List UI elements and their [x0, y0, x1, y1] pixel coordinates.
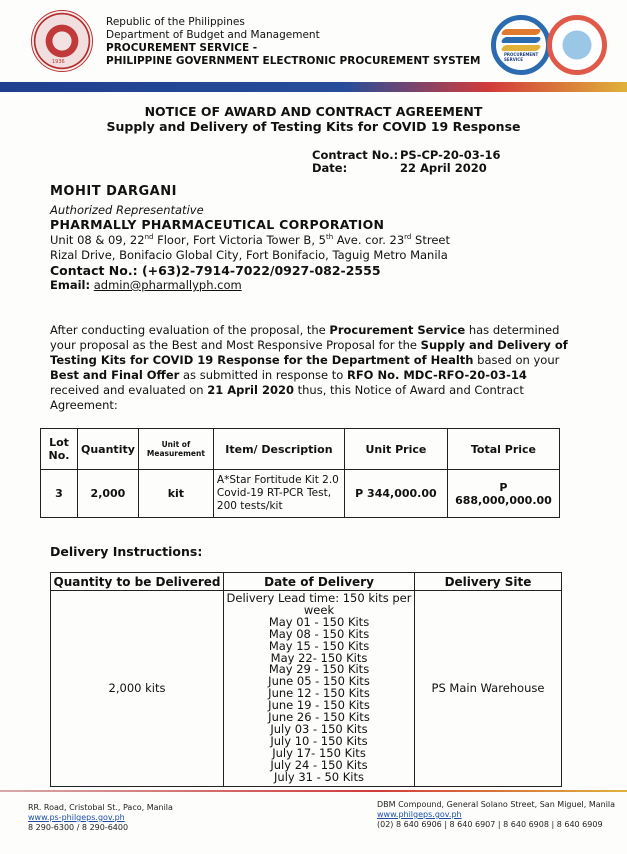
cell-item-description: A*Star Fortitude Kit 2.0 Covid-19 RT-PCR Test, 200 tests/kit — [213, 470, 344, 518]
cell-delivery-site: PS Main Warehouse — [415, 591, 562, 787]
footer-right-website-link[interactable]: www.philgeps.gov.ph — [377, 810, 462, 819]
header-total-price: Total Price — [447, 429, 559, 470]
header-republic: Republic of the Philippines — [106, 16, 245, 28]
schedule-line: July 31 - 50 Kits — [274, 769, 364, 784]
header-date-of-delivery: Date of Delivery — [224, 573, 415, 591]
cell-unit-price: P 344,000.00 — [344, 470, 447, 518]
addressee-title: Authorized Representative — [50, 203, 204, 217]
delivery-table-header-row — [51, 573, 562, 591]
award-table-header-row — [41, 429, 560, 470]
header-unit-of-measurement: Unit of Measurement — [138, 429, 213, 470]
addressee-company: PHARMALLY PHARMACEUTICAL CORPORATION — [50, 217, 385, 232]
philgeps-logo — [547, 15, 607, 75]
cell-delivery-quantity: 2,000 kits — [51, 591, 224, 787]
procurement-service-logo — [491, 15, 551, 75]
addressee-email-link[interactable]: admin@pharmallyph.com — [93, 278, 242, 292]
cell-delivery-schedule — [224, 591, 415, 787]
header-unit-price: Unit Price — [344, 429, 447, 470]
footer-left-phone: 8 290-6300 / 8 290-6400 — [28, 823, 129, 832]
schedule-line: June 19 - 150 Kits — [268, 698, 370, 713]
schedule-line: May 29 - 150 Kits — [268, 662, 370, 677]
notice-title: NOTICE OF AWARD AND CONTRACT AGREEMENT — [144, 104, 483, 119]
contract-date-value: 22 April 2020 — [400, 161, 487, 175]
addressee-address-line1: Unit 08 & 09, 22nd Floor, Fort Victoria Tower B, 5th Ave. cor. 23rd Street — [50, 233, 450, 247]
header-color-band — [0, 82, 627, 92]
contract-no-value: PS-CP-20-03-16 — [400, 148, 501, 162]
schedule-line: Delivery Lead time: 150 kits per week — [226, 591, 412, 617]
schedule-line: May 08 - 150 Kits — [268, 626, 370, 641]
header-quantity: Quantity — [78, 429, 139, 470]
award-table — [40, 428, 560, 518]
addressee-contact: Contact No.: (+63)2-7914-7022/0927-082-2555 — [50, 263, 381, 278]
table-row — [51, 591, 562, 787]
cell-unit: kit — [138, 470, 213, 518]
contract-date-label: Date: — [312, 161, 348, 175]
footer-left-website-link[interactable]: www.ps-philgeps.gov.ph — [28, 813, 125, 822]
footer-right-address: DBM Compound, General Solano Street, San Miguel, Manila — [377, 800, 616, 809]
schedule-line: May 22- 150 Kits — [270, 650, 368, 665]
schedule-line: June 26 - 150 Kits — [268, 710, 370, 725]
footer-right — [377, 800, 615, 830]
schedule-line: June 05 - 150 Kits — [268, 674, 370, 689]
addressee-email-line: Email: admin@pharmallyph.com — [50, 278, 242, 292]
schedule-line: July 24 - 150 Kits — [270, 757, 368, 772]
delivery-table — [50, 572, 562, 787]
addressee-address-line2: Rizal Drive, Bonifacio Global City, Fort Bonifacio, Taguig Metro Manila — [50, 248, 448, 262]
footer-left-address: RR. Road, Cristobal St., Paco, Manila — [28, 803, 173, 812]
header-philgeps: PHILIPPINE GOVERNMENT ELECTRONIC PROCUREMENT SYSTEM — [106, 55, 481, 67]
schedule-line: May 01 - 150 Kits — [268, 614, 370, 629]
header-delivery-site: Delivery Site — [415, 573, 562, 591]
cell-lot-no: 3 — [41, 470, 78, 518]
schedule-line: May 15 - 150 Kits — [268, 638, 370, 653]
header-item-description: Item/ Description — [213, 429, 344, 470]
contract-no-label: Contract No.: — [312, 148, 399, 162]
schedule-line: July 03 - 150 Kits — [270, 721, 368, 736]
schedule-line: July 17- 150 Kits — [272, 745, 366, 760]
header-department: Department of Budget and Management — [106, 29, 320, 41]
footer-right-phone: (02) 8 640 6906 | 8 640 6907 | 8 640 6908 | 8 640 6909 — [377, 820, 603, 829]
schedule-line: June 12 - 150 Kits — [268, 686, 370, 701]
table-row — [41, 470, 560, 518]
addressee-name: MOHIT DARGANI — [50, 184, 177, 199]
award-paragraph: After conducting evaluation of the proposal, the Procurement Service has determined your proposal as the Best and Most Responsive Proposal for the Supply and Delivery of Testing Kits for COVID 19 Response for the Department of Health based on your Best and Final Offer as submitted in response to RFO No. MDC-RFO-20-03-14 received and evaluated on 21 April 2020 thus, this Notice of Award and Contract Agreement: — [50, 323, 568, 412]
seal-year: 1936 — [52, 59, 65, 65]
header-quantity-to-be-delivered: Quantity to be Delivered — [51, 573, 224, 591]
footer-left — [28, 803, 173, 833]
notice-subtitle: Supply and Delivery of Testing Kits for COVID 19 Response — [106, 119, 521, 134]
delivery-instructions-heading: Delivery Instructions: — [50, 544, 203, 559]
schedule-line: July 10 - 150 Kits — [270, 733, 368, 748]
header-procurement-service: PROCUREMENT SERVICE - — [106, 42, 258, 54]
header-lot-no: Lot No. — [41, 429, 78, 470]
cell-total-price: P 688,000,000.00 — [447, 470, 559, 518]
cell-quantity: 2,000 — [78, 470, 139, 518]
footer-color-rule — [0, 790, 627, 792]
logo-caption: PROCUREMENT SERVICE — [504, 52, 539, 62]
